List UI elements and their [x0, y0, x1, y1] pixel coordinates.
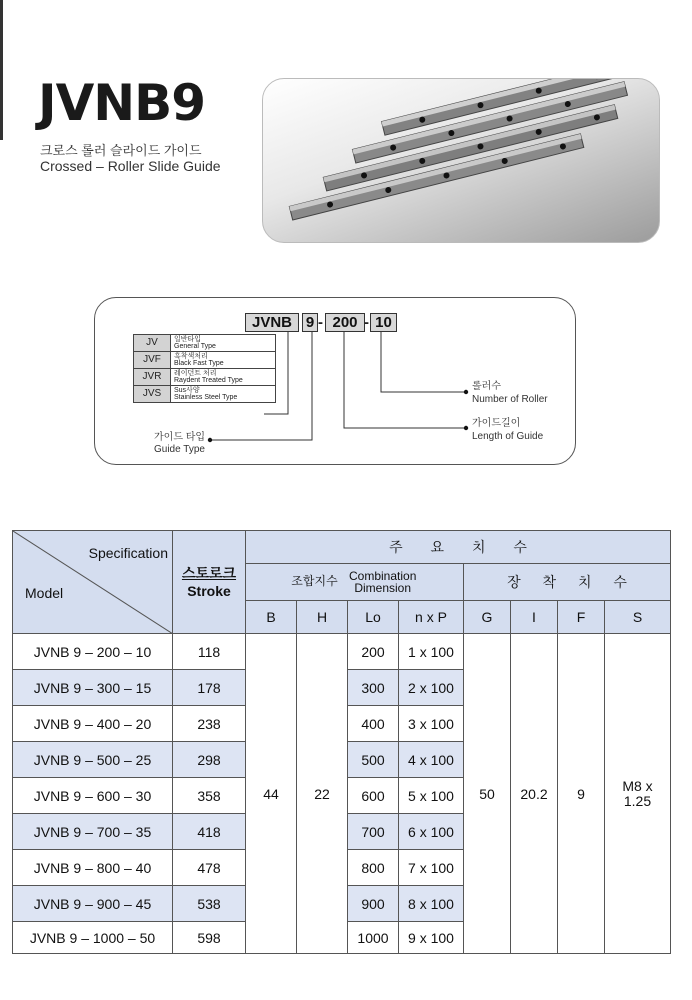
lo-cell: 800	[348, 850, 399, 886]
mounting-header: 장 착 치 수	[464, 564, 671, 601]
col-b-header: B	[246, 601, 297, 634]
type-row	[134, 369, 276, 386]
stroke-cell: 298	[173, 742, 246, 778]
lo-cell: 1000	[348, 922, 399, 954]
np-cell: 6 x 100	[399, 814, 464, 850]
roller-label-en: Number of Roller	[472, 394, 548, 405]
model-cell: JVNB 9 – 500 – 25	[13, 742, 173, 778]
guide-type-label-en: Guide Type	[154, 444, 205, 455]
model-cell: JVNB 9 – 900 – 45	[13, 886, 173, 922]
col-i-header: I	[511, 601, 558, 634]
spec-table	[12, 530, 671, 954]
code-dash	[296, 314, 300, 331]
guide-rails-illustration	[263, 79, 659, 242]
code-segment-rollers: 10	[370, 313, 397, 332]
code-segment-length: 200	[325, 313, 365, 332]
guide-type-label-kr: 가이드 타입	[154, 432, 206, 443]
lo-cell: 500	[348, 742, 399, 778]
spec-table-wrapper	[12, 530, 670, 954]
type-desc: 흑착색처리 Black Fast Type	[171, 352, 276, 369]
type-desc: 일반타입 General Type	[171, 335, 276, 352]
page-title: JVNB9	[38, 74, 206, 132]
stroke-header: 스토로크 Stroke	[173, 531, 246, 634]
lo-cell: 600	[348, 778, 399, 814]
np-cell: 1 x 100	[399, 634, 464, 670]
lo-cell: 700	[348, 814, 399, 850]
length-label-en: Length of Guide	[472, 431, 544, 442]
np-cell: 4 x 100	[399, 742, 464, 778]
stroke-cell: 238	[173, 706, 246, 742]
combination-header: 조합지수 Combination Dimension	[246, 564, 464, 601]
stroke-cell: 418	[173, 814, 246, 850]
np-cell: 7 x 100	[399, 850, 464, 886]
col-s-header: S	[605, 601, 671, 634]
stroke-cell: 358	[173, 778, 246, 814]
type-desc: 레이던트 처리 Raydent Treated Type	[171, 369, 276, 386]
np-cell: 2 x 100	[399, 670, 464, 706]
stroke-cell: 178	[173, 670, 246, 706]
roller-label-kr: 롤러수	[472, 381, 501, 392]
code-dash: -	[364, 314, 369, 331]
type-row	[134, 352, 276, 369]
lo-cell: 900	[348, 886, 399, 922]
model-label: Model	[25, 585, 64, 601]
b-value: 44	[246, 634, 297, 954]
main-dims-header: 주 요 치 수	[246, 531, 671, 564]
i-value: 20.2	[511, 634, 558, 954]
col-h-header: H	[297, 601, 348, 634]
col-lo-header: Lo	[348, 601, 399, 634]
type-row	[134, 335, 276, 352]
product-photo	[262, 78, 660, 243]
spec-label: Specification	[88, 545, 168, 561]
type-code: JVF	[134, 352, 171, 369]
f-value: 9	[558, 634, 605, 954]
col-np-header: n x P	[399, 601, 464, 634]
model-cell: JVNB 9 – 800 – 40	[13, 850, 173, 886]
np-cell: 3 x 100	[399, 706, 464, 742]
code-dash: -	[318, 314, 323, 331]
s-value: M8 x 1.25	[605, 634, 671, 954]
type-code: JVS	[134, 386, 171, 403]
type-desc: Sus사양 Stainless Steel Type	[171, 386, 276, 403]
model-cell: JVNB 9 – 600 – 30	[13, 778, 173, 814]
g-value: 50	[464, 634, 511, 954]
type-code: JV	[134, 335, 171, 352]
table-row	[13, 634, 671, 670]
code-segment-series: JVNB	[245, 313, 299, 332]
lo-cell: 400	[348, 706, 399, 742]
code-segment-size: 9	[302, 313, 318, 332]
stroke-cell: 118	[173, 634, 246, 670]
np-cell: 5 x 100	[399, 778, 464, 814]
guide-type-table	[133, 334, 276, 403]
length-label-kr: 가이드길이	[472, 418, 521, 429]
col-f-header: F	[558, 601, 605, 634]
subtitle-korean: 크로스 롤러 슬라이드 가이드	[40, 143, 202, 158]
left-edge-bar	[0, 0, 3, 140]
h-value: 22	[297, 634, 348, 954]
model-cell: JVNB 9 – 300 – 15	[13, 670, 173, 706]
type-code: JVR	[134, 369, 171, 386]
model-cell: JVNB 9 – 700 – 35	[13, 814, 173, 850]
model-cell: JVNB 9 – 1000 – 50	[13, 922, 173, 954]
stroke-cell: 538	[173, 886, 246, 922]
spec-model-corner	[13, 531, 173, 634]
model-cell: JVNB 9 – 400 – 20	[13, 706, 173, 742]
np-cell: 8 x 100	[399, 886, 464, 922]
stroke-cell: 598	[173, 922, 246, 954]
np-cell: 9 x 100	[399, 922, 464, 954]
model-cell: JVNB 9 – 200 – 10	[13, 634, 173, 670]
lo-cell: 300	[348, 670, 399, 706]
lo-cell: 200	[348, 634, 399, 670]
col-g-header: G	[464, 601, 511, 634]
stroke-cell: 478	[173, 850, 246, 886]
type-row	[134, 386, 276, 403]
subtitle-english: Crossed – Roller Slide Guide	[40, 158, 221, 174]
